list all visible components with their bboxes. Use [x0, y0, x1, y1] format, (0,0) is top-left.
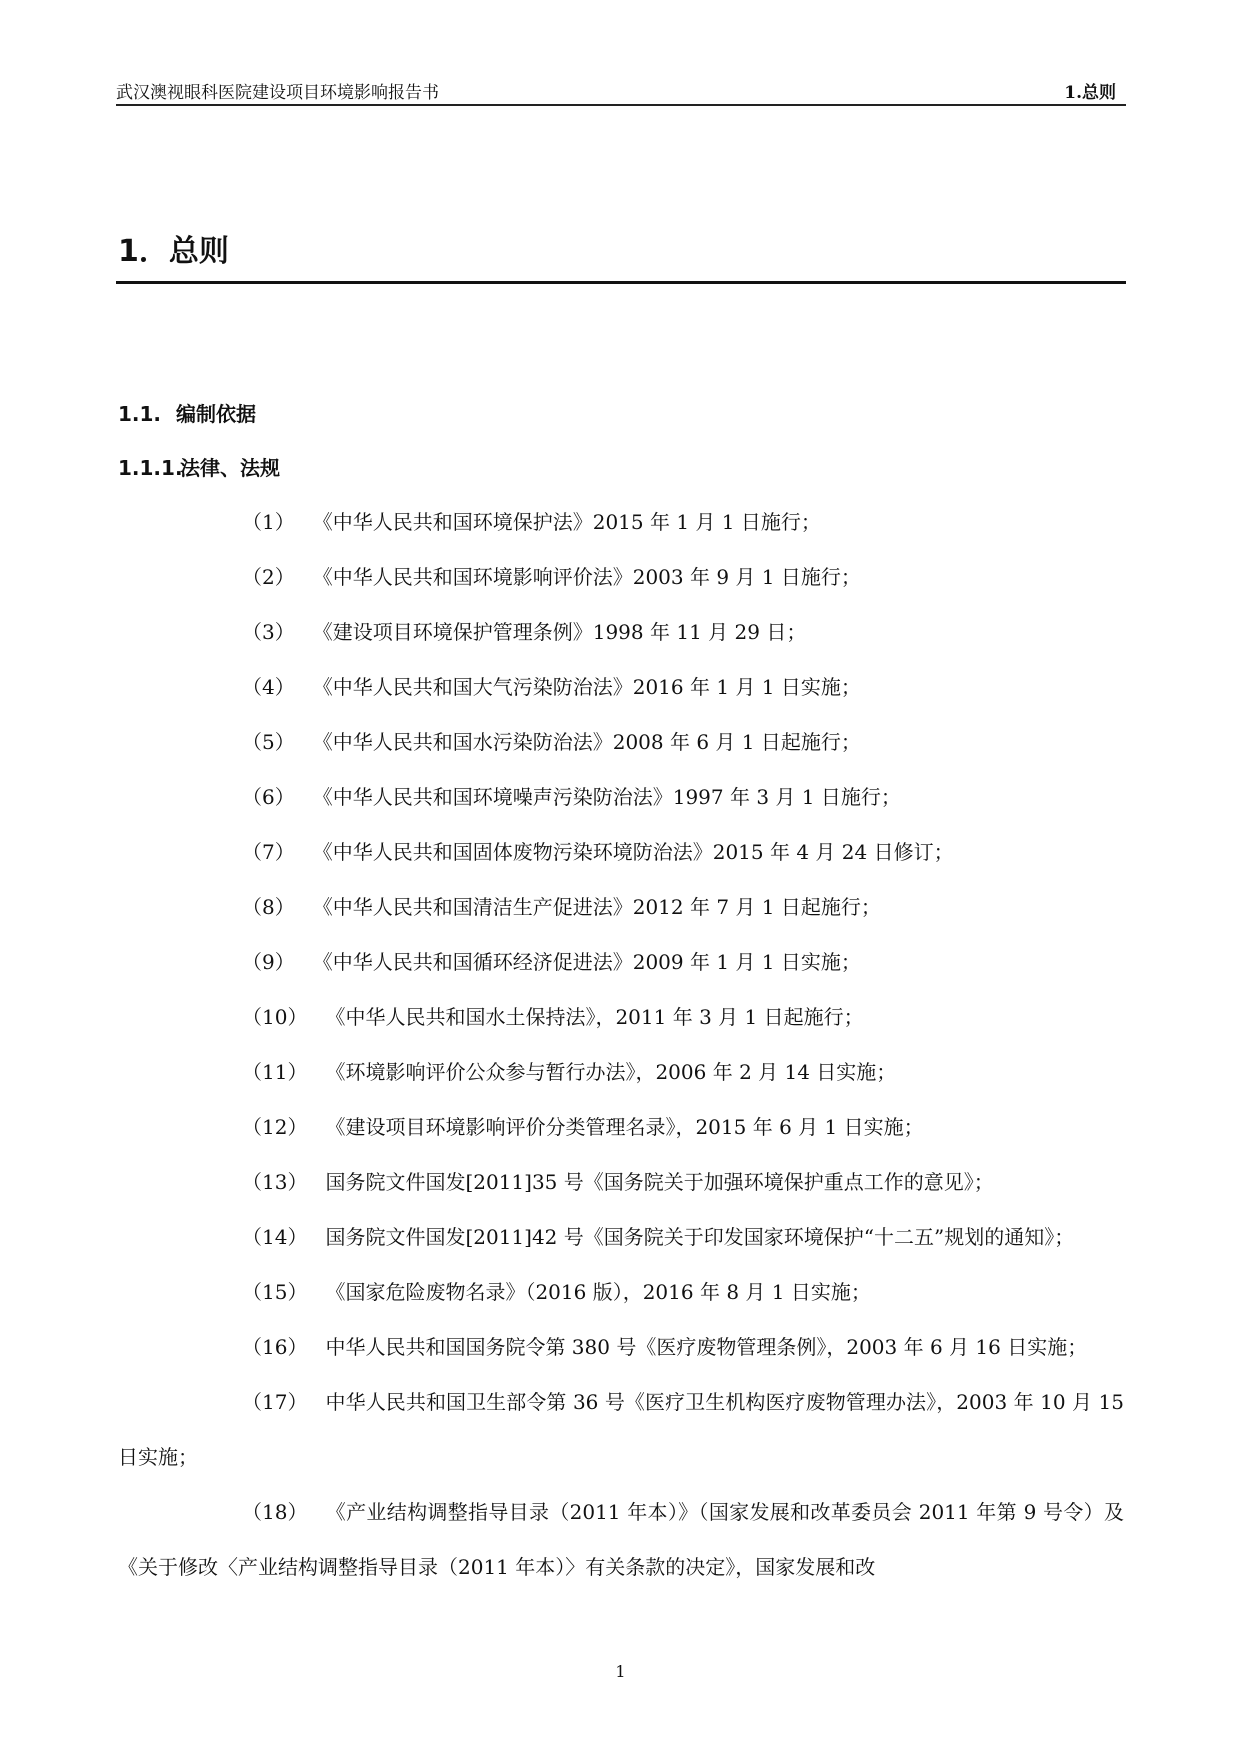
list-item-index: （13）	[242, 1170, 308, 1194]
list-item-text: 《建设项目环境影响评价分类管理名录》，2015 年 6 月 1 日实施；	[325, 1115, 924, 1139]
list-item-index: （6）	[242, 785, 295, 809]
section-heading-1-1	[118, 398, 256, 427]
list-item	[118, 660, 1124, 715]
list-item-index: （15）	[242, 1280, 308, 1304]
list-item-index: （12）	[242, 1115, 308, 1139]
list-item-text: 《建设项目环境保护管理条例》1998 年 11 月 29 日；	[312, 620, 807, 644]
list-item	[118, 935, 1124, 990]
list-item-index: （8）	[242, 895, 295, 919]
regulation-list	[118, 495, 1124, 1595]
list-item-index: （5）	[242, 730, 295, 754]
list-item-index: （18）	[242, 1500, 308, 1524]
list-item-text: 中华人民共和国国务院令第 380 号《医疗废物管理条例》，2003 年 6 月 16 日实施；	[325, 1335, 1088, 1359]
chapter-divider	[116, 281, 1126, 284]
page-header	[116, 76, 1126, 106]
list-item-text: 《国家危险废物名录》（2016 版），2016 年 8 月 1 日实施；	[325, 1280, 871, 1304]
list-item-text: 国务院文件国发[2011]42 号《国务院关于印发国家环境保护“十二五”规划的通知》；	[325, 1225, 1075, 1249]
list-item-text: 《中华人民共和国固体废物污染环境防治法》2015 年 4 月 24 日修订；	[312, 840, 954, 864]
list-item-text: 《中华人民共和国水土保持法》，2011 年 3 月 1 日起施行；	[325, 1005, 864, 1029]
list-item-index: （3）	[242, 620, 295, 644]
list-item	[118, 495, 1124, 550]
list-item	[118, 715, 1124, 770]
list-item-text: 《中华人民共和国大气污染防治法》2016 年 1 月 1 日实施；	[312, 675, 861, 699]
list-item-text: 《中华人民共和国水污染防治法》2008 年 6 月 1 日起施行；	[312, 730, 861, 754]
section-title: 编制依据	[176, 402, 256, 426]
list-item	[118, 1100, 1124, 1155]
section-heading-1-1-1	[118, 452, 280, 481]
list-item	[118, 880, 1124, 935]
list-item-index: （7）	[242, 840, 295, 864]
page-number: 1	[615, 1662, 626, 1681]
section-number: 1.1.1.	[118, 456, 183, 480]
list-item	[118, 1210, 1124, 1265]
list-item	[118, 825, 1124, 880]
list-item-text: 国务院文件国发[2011]35 号《国务院关于加强环境保护重点工作的意见》；	[325, 1170, 994, 1194]
list-item	[118, 550, 1124, 605]
section-number: 1.1.	[118, 402, 162, 426]
section-title: 法律、法规	[180, 456, 280, 480]
list-item-text: 《中华人民共和国清洁生产促进法》2012 年 7 月 1 日起施行；	[312, 895, 881, 919]
list-item-text: 《产业结构调整指导目录（2011 年本）》（国家发展和改革委员会 2011 年第 9 号令）及《关于修改〈产业结构调整指导目录（2011 年本）〉有关条款的决定》，国家发展和改	[118, 1500, 1124, 1579]
chapter-title: 1．总则	[118, 234, 229, 269]
list-item	[118, 605, 1124, 660]
list-item	[118, 1375, 1124, 1485]
list-item-index: （17）	[242, 1390, 308, 1414]
header-section: 1.总则	[1064, 83, 1116, 103]
list-item-text: 中华人民共和国卫生部令第 36 号《医疗卫生机构医疗废物管理办法》，2003 年 10 月 15 日实施；	[118, 1390, 1124, 1469]
list-item-index: （16）	[242, 1335, 308, 1359]
list-item-text: 《中华人民共和国环境保护法》2015 年 1 月 1 日施行；	[312, 510, 821, 534]
list-item-index: （4）	[242, 675, 295, 699]
list-item	[118, 1485, 1124, 1595]
list-item-index: （14）	[242, 1225, 308, 1249]
list-item-index: （11）	[242, 1060, 308, 1084]
list-item-text: 《中华人民共和国环境噪声污染防治法》1997 年 3 月 1 日施行；	[312, 785, 901, 809]
list-item-text: 《中华人民共和国循环经济促进法》2009 年 1 月 1 日实施；	[312, 950, 861, 974]
list-item	[118, 1155, 1124, 1210]
list-item-index: （10）	[242, 1005, 308, 1029]
list-item	[118, 1320, 1124, 1375]
list-item-index: （1）	[242, 510, 295, 534]
list-item-index: （9）	[242, 950, 295, 974]
list-item	[118, 1265, 1124, 1320]
list-item	[118, 1045, 1124, 1100]
list-item-index: （2）	[242, 565, 295, 589]
list-item	[118, 770, 1124, 825]
list-item-text: 《环境影响评价公众参与暂行办法》，2006 年 2 月 14 日实施；	[325, 1060, 897, 1084]
header-doc-title: 武汉澳视眼科医院建设项目环境影响报告书	[116, 83, 439, 103]
list-item-text: 《中华人民共和国环境影响评价法》2003 年 9 月 1 日施行；	[312, 565, 861, 589]
list-item	[118, 990, 1124, 1045]
